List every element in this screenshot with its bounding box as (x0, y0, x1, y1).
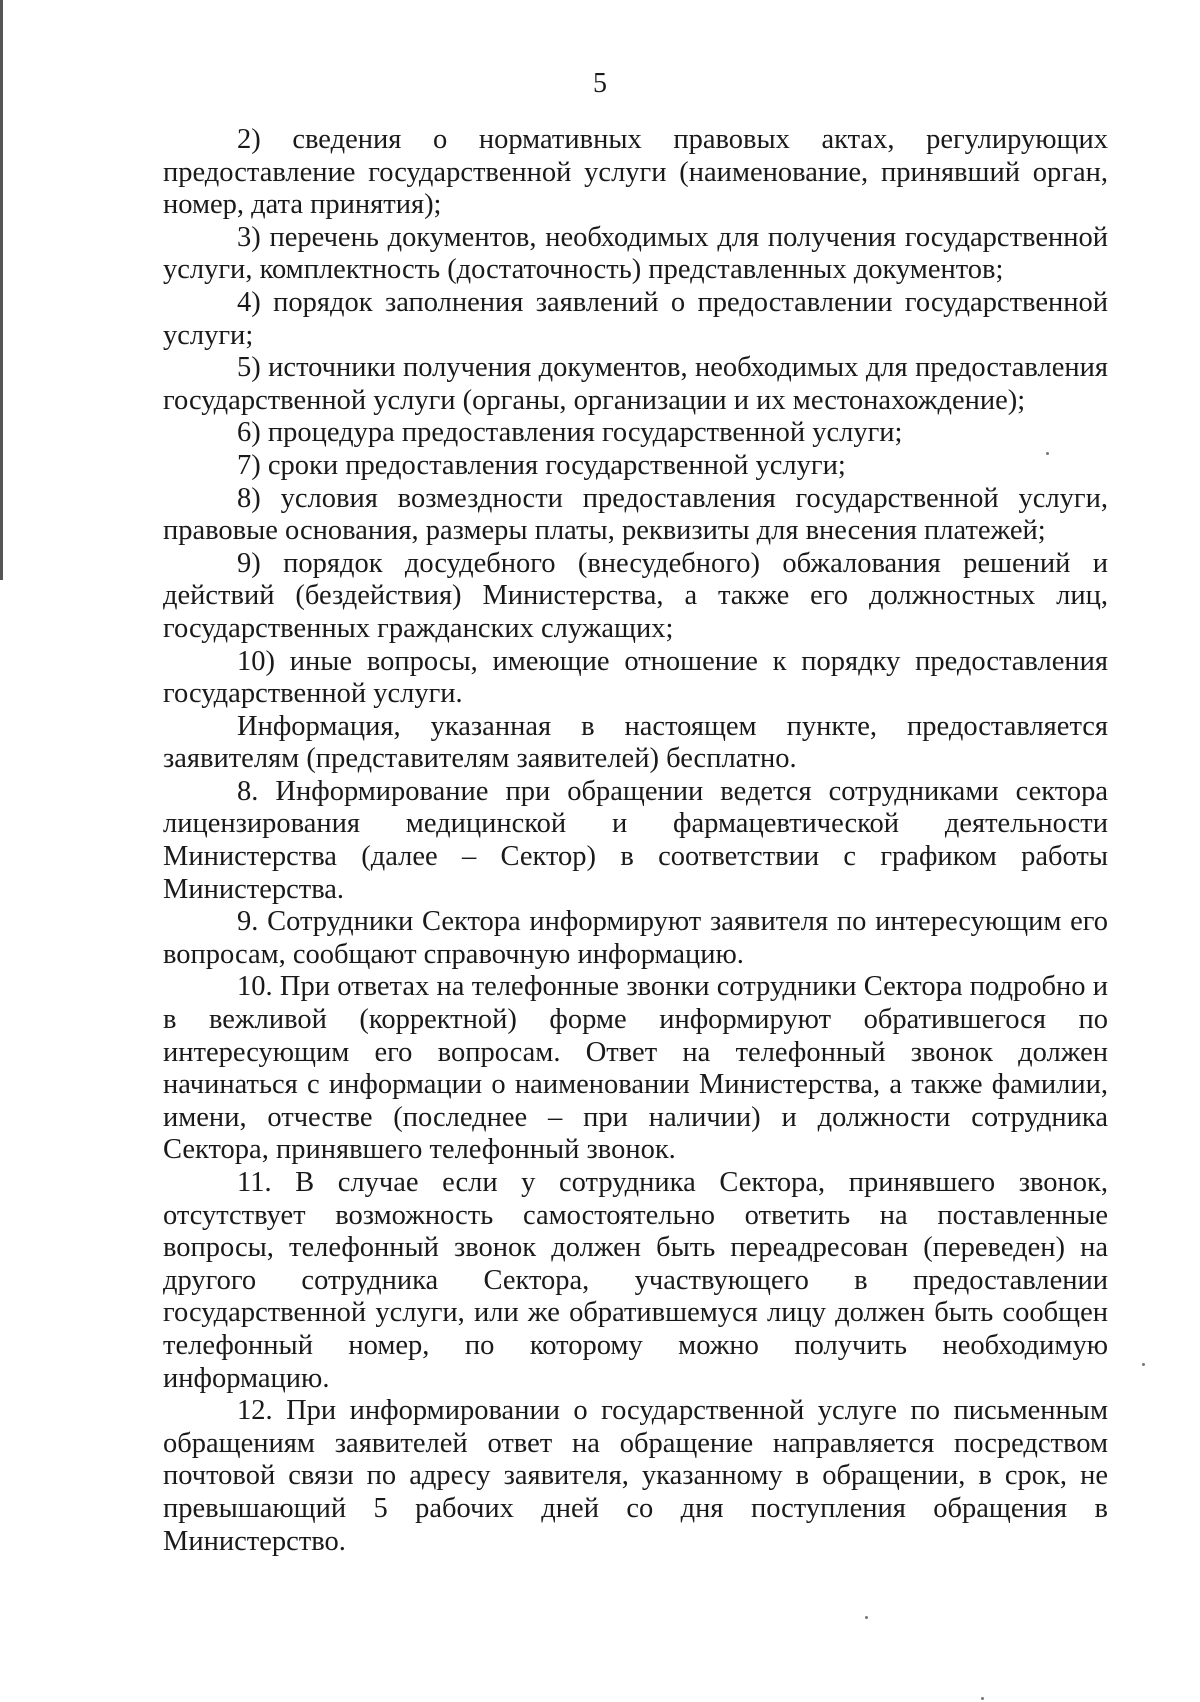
paragraph-item-8: 8) условия возмездности предоставления государственной услуги, правовые основания, размеры платы, реквизиты для внесения платежей; (163, 482, 1108, 547)
paragraph-clause-8: 8. Информирование при обращении ведется сотрудниками сектора лицензирования медицинской и фармацевтической деятельности Министерства (далее – Сектор) в соответствии с графиком работы Министерства. (163, 775, 1108, 905)
paragraph-clause-9: 9. Сотрудники Сектора информируют заявителя по интересующим его вопросам, сообщают справочную информацию. (163, 906, 1108, 970)
paragraph-clause-10: 10. При ответах на телефонные звонки сотрудники Сектора подробно и в вежливой (корректной) форме информируют обратившегося по интересующим его вопросам. Ответ на телефонный звонок должен начинаться с информации о наименовании Министерства, а также фамилии, имени, отчестве (последнее – при наличии) и должности сотрудника Сектора, принявшего телефонный звонок. (163, 971, 1108, 1166)
paragraph-info-free: Информация, указанная в настоящем пункте, предоставляется заявителям (представителям заявителей) бесплатно. (163, 710, 1108, 775)
paragraph-item-9: 9) порядок досудебного (внесудебного) обжалования решений и действий (бездействия) Министерства, а также его должностных лиц, государственных гражданских служащих; (163, 547, 1108, 644)
paragraph-item-7: 7) сроки предоставления государственной услуги; (237, 449, 846, 481)
paragraph-item-6: 6) процедура предоставления государственной услуги; (237, 417, 903, 449)
paragraph-item-2: 2) сведения о нормативных правовых актах, регулирующих предоставление государственной услуги (наименование, принявший орган, номер, дата принятия); (163, 124, 1108, 221)
paragraph-item-4: 4) порядок заполнения заявлений о предоставлении государственной услуги; (163, 286, 1108, 351)
scan-speck (1142, 1363, 1145, 1366)
scan-speck (865, 1616, 868, 1619)
paragraph-clause-12: 12. При информировании о государственной услуге по письменным обращениям заявителей ответ на обращение направляется посредством почтовой связи по адресу заявителя, указанному в обращении, в срок, не превышающий 5 рабочих дней со дня поступления обращения в Министерство. (163, 1395, 1108, 1557)
paragraph-item-5: 5) источники получения документов, необходимых для предоставления государственной услуги (органы, организации и их местонахождение); (163, 352, 1108, 416)
document-body (163, 124, 1108, 1558)
page-number: 5 (593, 68, 607, 99)
paragraph-item-3: 3) перечень документов, необходимых для получения государственной услуги, комплектность (достаточность) представленных документов; (163, 221, 1108, 286)
paragraph-item-10: 10) иные вопросы, имеющие отношение к порядку предоставления государственной услуги. (163, 645, 1108, 710)
paragraph-clause-11: 11. В случае если у сотрудника Сектора, принявшего звонок, отсутствует возможность самостоятельно ответить на поставленные вопросы, телефонный звонок должен быть переадресован (переведен) на другого сотрудника Сектора, участвующего в предоставлении государственной услуги, или же обратившемуся лицу должен быть сообщен телефонный номер, по которому можно получить необходимую информацию. (163, 1167, 1108, 1394)
scan-speck (981, 1697, 984, 1700)
